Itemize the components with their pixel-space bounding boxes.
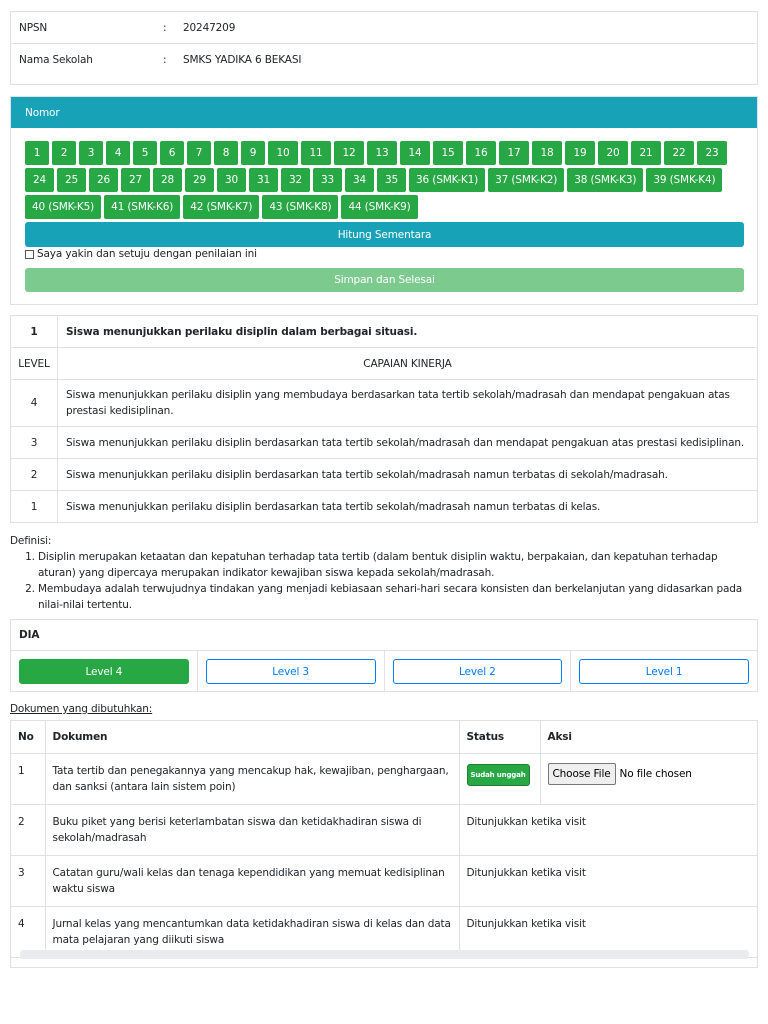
indicator-header-row (11, 348, 758, 380)
hitung-sementara-button[interactable]: Hitung Sementara (25, 222, 744, 247)
number-button[interactable]: 44 (SMK-K9) (341, 195, 417, 219)
definition-item: 1. Disiplin merupakan ketaatan dan kepatuhan terhadap tata tertib (dalam bentuk disiplin waktu, berpakaian, dan kepatuhan terhadap aturan) yang dipercaya merupakan indikator kewajiban siswa kepada sekolah/madrasah. (38, 549, 758, 581)
definition-item: 2. Membudaya adalah terwujudnya tindakan yang menjadi kebiasaan sehari-hari secara konsisten dan berkelanjutan yang didasarkan pada nilai-nilai tertentu. (38, 581, 758, 613)
doc-name: Jurnal kelas yang mencantumkan data ketidakhadiran siswa di kelas dan data mata pelajaran yang diikuti siswa (45, 906, 459, 957)
number-button[interactable]: 25 (57, 168, 86, 192)
level-description: Siswa menunjukkan perilaku disiplin berdasarkan tata tertib sekolah/madrasah dan mendapat pengakuan atas prestasi kedisiplinan. (58, 427, 758, 459)
number-button[interactable]: 12 (334, 141, 364, 165)
definition-title: Definisi: (10, 535, 52, 547)
indicator-title-row (11, 316, 758, 348)
number-button[interactable]: 27 (121, 168, 150, 192)
number-button[interactable]: 26 (89, 168, 118, 192)
level-3-button[interactable]: Level 3 (206, 659, 376, 684)
number-button[interactable]: 42 (SMK-K7) (183, 195, 259, 219)
number-button[interactable]: 15 (433, 141, 463, 165)
doc-status: Ditunjukkan ketika visit (459, 906, 757, 957)
table-row (11, 855, 757, 906)
doc-name: Tata tertib dan penegakannya yang mencakup hak, kewajiban, penghargaan, dan sanksi (antara lain sistem poin) (45, 753, 459, 804)
number-button[interactable]: 21 (631, 141, 661, 165)
col-status-header: Status (459, 721, 540, 753)
doc-name: Buku piket yang berisi keterlambatan siswa dan ketidakhadiran siswa di sekolah/madrasah (45, 804, 459, 855)
number-button[interactable]: 13 (367, 141, 397, 165)
number-button-grid (25, 141, 745, 222)
number-button[interactable]: 35 (377, 168, 406, 192)
number-button[interactable]: 11 (301, 141, 331, 165)
number-button[interactable]: 37 (SMK-K2) (488, 168, 564, 192)
level-row (11, 459, 758, 491)
dia-cell (385, 651, 572, 692)
number-button[interactable]: 4 (106, 141, 130, 165)
number-button[interactable]: 31 (249, 168, 278, 192)
doc-name: Catatan guru/wali kelas dan tenaga kependidikan yang memuat kedisiplinan waktu siswa (45, 855, 459, 906)
level-row (11, 427, 758, 459)
number-button[interactable]: 41 (SMK-K6) (104, 195, 180, 219)
school-info-card (10, 11, 758, 85)
number-button[interactable]: 32 (281, 168, 310, 192)
table-row (11, 753, 757, 804)
doc-status: Ditunjukkan ketika visit (459, 855, 757, 906)
documents-card (10, 720, 758, 968)
agree-checkbox-label[interactable] (25, 248, 257, 260)
number-button[interactable]: 33 (313, 168, 342, 192)
doc-no: 1 (11, 753, 45, 804)
level-number: 3 (11, 427, 58, 459)
dia-level-selector (11, 651, 757, 692)
horizontal-scrollbar[interactable] (20, 950, 749, 959)
school-name-colon: : (163, 54, 167, 66)
level-row (11, 380, 758, 427)
level-number: 1 (11, 491, 58, 523)
col-dokumen-header: Dokumen (45, 721, 459, 753)
number-row-1 (25, 141, 745, 165)
number-button[interactable]: 2 (52, 141, 76, 165)
number-button[interactable]: 3 (79, 141, 103, 165)
agree-checkbox[interactable] (25, 250, 34, 259)
doc-no: 3 (11, 855, 45, 906)
number-button[interactable]: 34 (345, 168, 374, 192)
nomor-panel (10, 96, 758, 305)
number-button[interactable]: 10 (268, 141, 298, 165)
file-status-text: No file chosen (619, 767, 692, 780)
col-no-header: No (11, 721, 45, 753)
doc-no: 4 (11, 906, 45, 957)
number-button[interactable]: 8 (214, 141, 238, 165)
number-button[interactable]: 18 (532, 141, 562, 165)
number-button[interactable]: 14 (400, 141, 430, 165)
level-1-button[interactable]: Level 1 (579, 659, 749, 684)
doc-status: Ditunjukkan ketika visit (459, 804, 757, 855)
level-2-button[interactable]: Level 2 (393, 659, 563, 684)
npsn-colon: : (163, 21, 167, 34)
nomor-header: Nomor (11, 97, 757, 128)
capaian-header: CAPAIAN KINERJA (58, 348, 758, 380)
number-button[interactable]: 29 (185, 168, 214, 192)
number-button[interactable]: 1 (25, 141, 49, 165)
documents-label: Dokumen yang dibutuhkan: (10, 703, 153, 715)
dia-title: DIA (11, 620, 757, 651)
level-number: 2 (11, 459, 58, 491)
simpan-selesai-button[interactable]: Simpan dan Selesai (25, 268, 744, 292)
file-input[interactable] (548, 763, 751, 785)
level-description: Siswa menunjukkan perilaku disiplin berdasarkan tata tertib sekolah/madrasah namun terbatas di kelas. (58, 491, 758, 523)
number-button[interactable]: 16 (466, 141, 496, 165)
number-button[interactable]: 20 (598, 141, 628, 165)
number-button[interactable]: 5 (133, 141, 157, 165)
number-button[interactable]: 22 (664, 141, 694, 165)
indicator-number: 1 (11, 316, 58, 348)
npsn-row (11, 12, 757, 44)
number-row-3 (25, 195, 745, 219)
dia-cell (571, 651, 757, 692)
number-button[interactable]: 9 (241, 141, 265, 165)
number-button[interactable]: 43 (SMK-K8) (262, 195, 338, 219)
number-button[interactable]: 38 (SMK-K3) (567, 168, 643, 192)
number-button[interactable]: 6 (160, 141, 184, 165)
doc-action (540, 753, 757, 804)
dia-card (10, 619, 758, 692)
dia-cell (11, 651, 198, 692)
agree-text: Saya yakin dan setuju dengan penilaian ini (37, 248, 257, 260)
number-row-2 (25, 168, 745, 192)
number-button[interactable]: 17 (499, 141, 529, 165)
col-aksi-header: Aksi (540, 721, 757, 753)
npsn-value: 20247209 (183, 21, 236, 34)
level-header: LEVEL (11, 348, 58, 380)
number-button[interactable]: 39 (SMK-K4) (646, 168, 722, 192)
number-button[interactable]: 19 (565, 141, 595, 165)
level-description: Siswa menunjukkan perilaku disiplin yang membudaya berdasarkan tata tertib sekolah/madrasah dan mendapat pengakuan atas prestasi kedisiplinan. (58, 380, 758, 427)
number-button[interactable]: 28 (153, 168, 182, 192)
choose-file-button[interactable]: Choose File (548, 763, 616, 785)
number-button[interactable]: 40 (SMK-K5) (25, 195, 101, 219)
definition-section (10, 533, 758, 613)
number-button[interactable]: 30 (217, 168, 246, 192)
level-number: 4 (11, 380, 58, 427)
level-description: Siswa menunjukkan perilaku disiplin berdasarkan tata tertib sekolah/madrasah namun terbatas di sekolah/madrasah. (58, 459, 758, 491)
documents-header-row (11, 721, 757, 753)
doc-status (459, 753, 540, 804)
doc-no: 2 (11, 804, 45, 855)
level-row (11, 491, 758, 523)
level-4-button[interactable]: Level 4 (19, 659, 189, 684)
number-button[interactable]: 7 (187, 141, 211, 165)
table-row (11, 804, 757, 855)
number-button[interactable]: 23 (697, 141, 727, 165)
number-button[interactable]: 36 (SMK-K1) (409, 168, 485, 192)
definition-list (38, 549, 758, 613)
school-name-label: Nama Sekolah (19, 54, 93, 66)
indicator-table (10, 315, 758, 523)
dia-cell (198, 651, 385, 692)
indicator-statement: Siswa menunjukkan perilaku disiplin dalam berbagai situasi. (58, 316, 758, 348)
school-name-row (11, 44, 757, 76)
documents-table (11, 721, 757, 958)
uploaded-badge: Sudah unggah (467, 764, 530, 786)
npsn-label: NPSN (19, 21, 48, 34)
school-name-value: SMKS YADIKA 6 BEKASI (183, 54, 302, 66)
number-button[interactable]: 24 (25, 168, 54, 192)
